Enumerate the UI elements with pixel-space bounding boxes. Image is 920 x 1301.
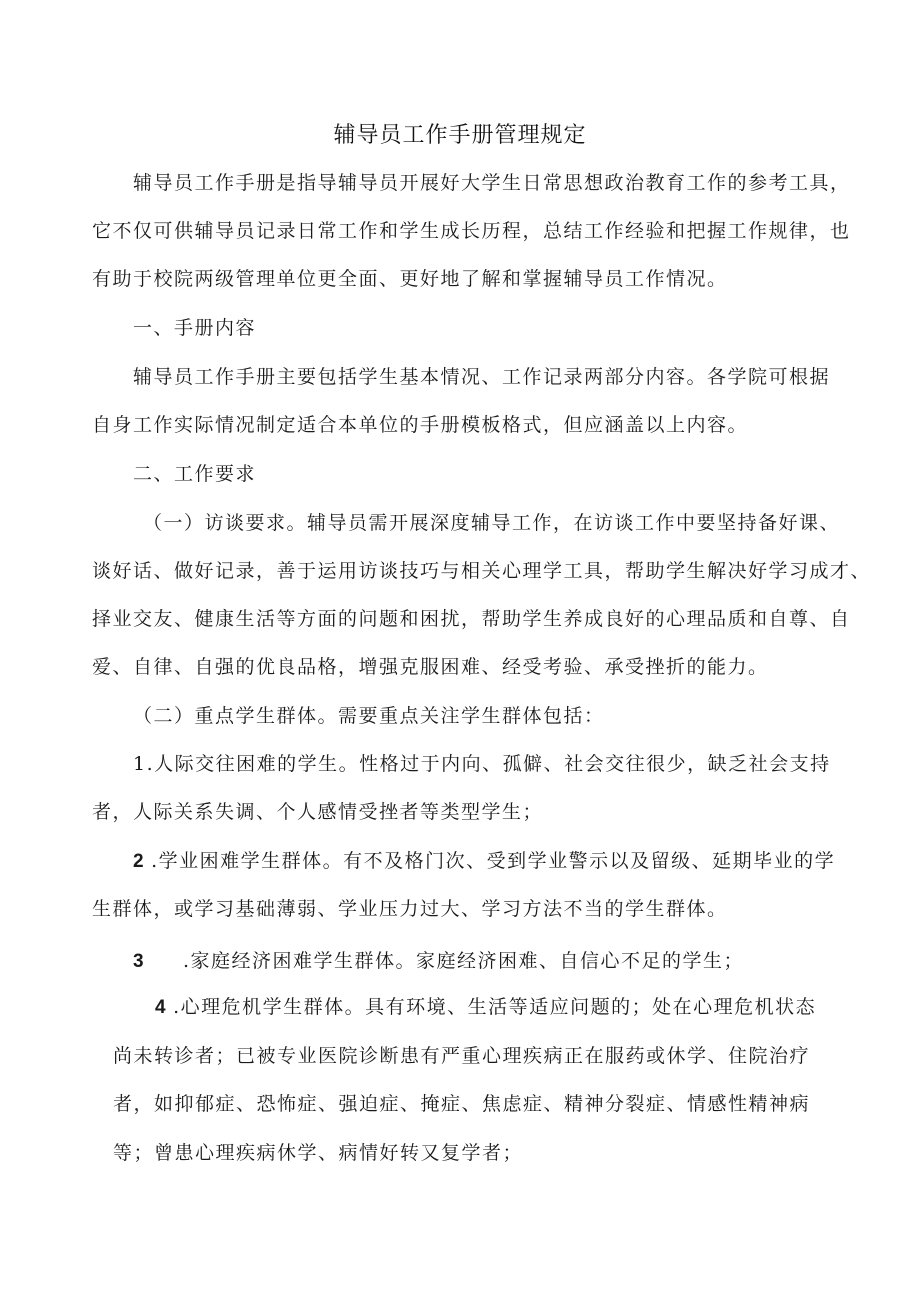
item1-line-1: （一）访谈要求。辅导员需开展深度辅导工作，在访谈工作中要坚持备好课、 bbox=[143, 512, 841, 534]
point2-number: 2 bbox=[133, 851, 144, 872]
point2-text: .学业困难学生群体。有不及格门次、受到学业警示以及留级、延期毕业的学 bbox=[151, 850, 836, 872]
section1-line-1: 辅导员工作手册主要包括学生基本情况、工作记录两部分内容。各学院可根据 bbox=[133, 366, 831, 388]
point1-line-1: 1.人际交往困难的学生。性格过于内向、孤僻、社会交往很少，缺乏社会支持 bbox=[133, 753, 831, 775]
intro-line-3: 有助于校院两级管理单位更全面、更好地了解和掌握辅导员工作情况。 bbox=[92, 268, 728, 290]
point1-line-2: 者，人际关系失调、个人感情受挫者等类型学生； bbox=[92, 801, 544, 823]
section-heading-1: 一、手册内容 bbox=[133, 317, 257, 339]
point3-number: 3 bbox=[133, 951, 144, 972]
point4-number: 4 bbox=[155, 997, 166, 1018]
point4-text: .心理危机学生群体。具有环境、生活等适应问题的；处在心理危机状态 bbox=[173, 996, 817, 1018]
point2-line-2: 生群体，或学习基础薄弱、学业压力过大、学习方法不当的学生群体。 bbox=[92, 898, 728, 920]
point4-line-4: 等；曾患心理疾病休学、病情好转又复学者； bbox=[113, 1142, 524, 1164]
point4-line-3: 者，如抑郁症、恐怖症、强迫症、掩症、焦虑症、精神分裂症、情感性精神病 bbox=[113, 1093, 811, 1115]
point3-text: .家庭经济困难学生群体。家庭经济困难、自信心不足的学生； bbox=[183, 950, 745, 972]
point4-line-1 bbox=[155, 994, 816, 1021]
point2-line-1 bbox=[133, 848, 835, 875]
intro-line-1: 辅导员工作手册是指导辅导员开展好大学生日常思想政治教育工作的参考工具， bbox=[133, 172, 851, 194]
section1-line-2: 自身工作实际情况制定适合本单位的手册模板格式，但应涵盖以上内容。 bbox=[92, 414, 749, 436]
intro-line-2: 它不仅可供辅导员记录日常工作和学生成长历程，总结工作经验和把握工作规律，也 bbox=[92, 220, 851, 242]
item1-line-4: 爱、自律、自强的优良品格，增强克服困难、经受考验、承受挫折的能力。 bbox=[92, 656, 769, 678]
section-heading-2: 二、工作要求 bbox=[133, 463, 257, 485]
document-title: 辅导员工作手册管理规定 bbox=[333, 123, 587, 148]
item1-line-2: 谈好话、做好记录，善于运用访谈技巧与相关心理学工具，帮助学生解决好学习成才、 bbox=[92, 560, 872, 582]
item2-line: （二）重点学生群体。需要重点关注学生群体包括： bbox=[133, 705, 605, 727]
item1-line-3: 择业交友、健康生活等方面的问题和困扰，帮助学生养成良好的心理品质和自尊、自 bbox=[92, 608, 851, 630]
point4-line-2: 尚未转诊者；已被专业医院诊断患有严重心理疾病正在服药或休学、住院治疗 bbox=[113, 1045, 811, 1067]
